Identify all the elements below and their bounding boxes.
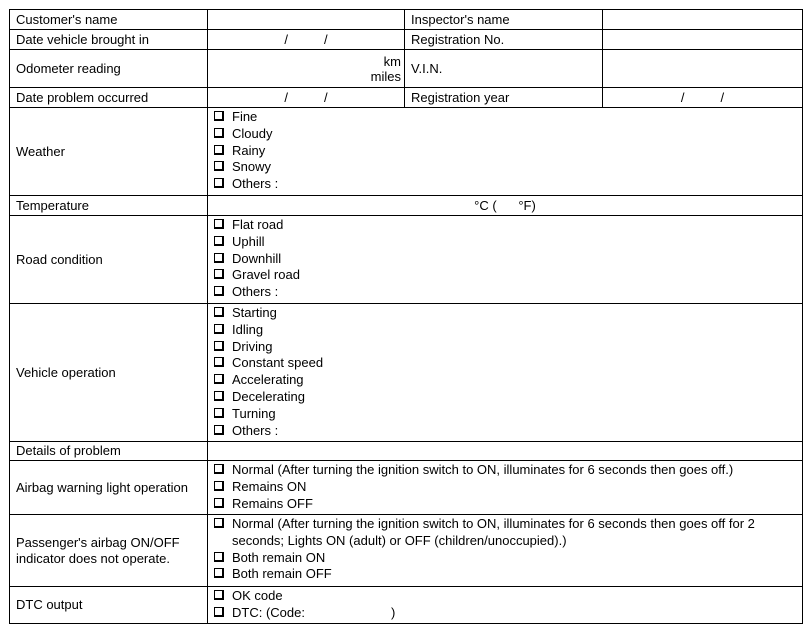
checkbox-icon[interactable] <box>214 374 224 384</box>
airbag-option[interactable] <box>214 496 798 513</box>
passenger-label-line1: Passenger's airbag ON/OFF <box>16 534 180 550</box>
row-date-problem <box>10 88 803 108</box>
airbag-option[interactable] <box>214 462 798 479</box>
date-problem-field[interactable]: / / <box>208 88 405 108</box>
dtc-label: DTC output <box>10 587 208 624</box>
checkbox-icon[interactable] <box>214 607 224 617</box>
checkbox-icon[interactable] <box>214 178 224 188</box>
details-field[interactable] <box>208 442 803 461</box>
road-option[interactable] <box>214 234 798 251</box>
road-option[interactable] <box>214 251 798 268</box>
odometer-unit-km: km <box>383 53 401 69</box>
checkbox-icon[interactable] <box>214 464 224 474</box>
checkbox-icon[interactable] <box>214 128 224 138</box>
customer-name-field[interactable] <box>208 10 405 30</box>
airbag-option-label: Remains ON <box>232 478 307 494</box>
weather-option-label: Cloudy <box>232 125 273 141</box>
checkbox-icon[interactable] <box>214 145 224 155</box>
checkbox-icon[interactable] <box>214 552 224 562</box>
operation-option-label: Constant speed <box>232 355 324 371</box>
details-label: Details of problem <box>10 442 208 461</box>
dtc-option-code[interactable] <box>214 605 798 622</box>
operation-option-label: Turning <box>232 405 276 421</box>
date-problem-label: Date problem occurred <box>10 88 208 108</box>
weather-option[interactable] <box>214 143 798 160</box>
road-option-label: Uphill <box>232 233 265 249</box>
operation-option-label: Driving <box>232 338 273 354</box>
checkbox-icon[interactable] <box>214 425 224 435</box>
dtc-options <box>208 587 803 624</box>
operation-option-label: Others : <box>232 422 279 438</box>
checkbox-icon[interactable] <box>214 408 224 418</box>
operation-option-label: Starting <box>232 305 277 320</box>
checkbox-icon[interactable] <box>214 111 224 121</box>
operation-option-label: Idling <box>232 321 264 337</box>
road-option[interactable] <box>214 284 798 301</box>
dtc-option-code-wrapper <box>232 605 798 622</box>
road-condition-label: Road condition <box>10 216 208 304</box>
operation-option-label: Decelerating <box>232 388 305 404</box>
checkbox-icon[interactable] <box>214 498 224 508</box>
checkbox-icon[interactable] <box>214 253 224 263</box>
temperature-label: Temperature <box>10 196 208 216</box>
row-names <box>10 10 803 30</box>
airbag-label: Airbag warning light operation <box>10 461 208 515</box>
row-passenger-indicator <box>10 515 803 587</box>
weather-option[interactable] <box>214 126 798 143</box>
checkbox-icon[interactable] <box>214 269 224 279</box>
vin-field[interactable] <box>603 50 803 88</box>
airbag-option-label: Remains OFF <box>232 495 313 511</box>
odometer-unit-miles: miles <box>370 68 401 84</box>
registration-year-label: Registration year <box>405 88 603 108</box>
passenger-option-label: Both remain ON <box>232 549 326 565</box>
row-weather <box>10 108 803 196</box>
operation-option[interactable] <box>214 423 798 440</box>
passenger-option-label: Both remain OFF <box>232 566 332 582</box>
passenger-options <box>208 515 803 587</box>
weather-options <box>208 108 803 196</box>
checkbox-icon[interactable] <box>214 568 224 578</box>
date-brought-label: Date vehicle brought in <box>10 30 208 50</box>
road-option-label: Others : <box>232 284 279 300</box>
checkbox-icon[interactable] <box>214 357 224 367</box>
weather-option[interactable] <box>214 109 798 126</box>
weather-option[interactable] <box>214 159 798 176</box>
checkbox-icon[interactable] <box>214 219 224 229</box>
checkbox-icon[interactable] <box>214 341 224 351</box>
passenger-option[interactable] <box>214 516 798 550</box>
road-option-label: Downhill <box>232 250 282 266</box>
airbag-options <box>208 461 803 515</box>
checkbox-icon[interactable] <box>214 236 224 246</box>
checkbox-icon[interactable] <box>214 286 224 296</box>
customer-name-label: Customer's name <box>10 10 208 30</box>
dtc-option-ok[interactable] <box>214 588 798 605</box>
row-details <box>10 442 803 461</box>
operation-option[interactable] <box>214 406 798 423</box>
road-option-label: Flat road <box>232 217 284 232</box>
airbag-option[interactable] <box>214 479 798 496</box>
checkbox-icon[interactable] <box>214 481 224 491</box>
weather-option[interactable] <box>214 176 798 193</box>
road-options <box>208 216 803 304</box>
road-option-label: Gravel road <box>232 267 300 283</box>
passenger-label-line2: indicator does not operate. <box>16 550 170 566</box>
checkbox-icon[interactable] <box>214 161 224 171</box>
passenger-option[interactable] <box>214 550 798 567</box>
registration-no-label: Registration No. <box>405 30 603 50</box>
date-brought-field[interactable]: / / <box>208 30 405 50</box>
airbag-option-label: Normal (After turning the ignition switch to ON, illuminates for 6 seconds then goes off.) <box>232 462 734 477</box>
checkbox-icon[interactable] <box>214 518 224 528</box>
odometer-field[interactable] <box>208 50 405 88</box>
row-temperature <box>10 196 803 216</box>
passenger-label <box>10 515 208 587</box>
operation-option[interactable] <box>214 305 798 322</box>
dtc-option-code-end: ) <box>390 604 396 620</box>
weather-label: Weather <box>10 108 208 196</box>
inspector-name-field[interactable] <box>603 10 803 30</box>
checkbox-icon[interactable] <box>214 307 224 317</box>
registration-no-field[interactable] <box>603 30 803 50</box>
dtc-option-ok-label: OK code <box>232 588 283 603</box>
vehicle-operation-label: Vehicle operation <box>10 304 208 442</box>
checkbox-icon[interactable] <box>214 590 224 600</box>
checkbox-icon[interactable] <box>214 391 224 401</box>
operation-options <box>208 304 803 442</box>
weather-option-label: Snowy <box>232 159 272 175</box>
registration-year-field[interactable]: / / <box>603 88 803 108</box>
operation-option[interactable] <box>214 355 798 372</box>
inspection-form <box>9 9 803 624</box>
weather-option-label: Fine <box>232 109 258 124</box>
dtc-option-code-label: DTC: (Code: <box>232 604 305 620</box>
operation-option[interactable] <box>214 322 798 339</box>
vin-label: V.I.N. <box>405 50 603 88</box>
row-vehicle-operation <box>10 304 803 442</box>
weather-option-label: Rainy <box>232 142 266 158</box>
odometer-label: Odometer reading <box>10 50 208 88</box>
operation-option[interactable] <box>214 372 798 389</box>
row-dtc-output <box>10 587 803 624</box>
weather-option-label: Others : <box>232 176 279 192</box>
operation-option-label: Accelerating <box>232 372 304 388</box>
temperature-field[interactable]: °C ( °F) <box>208 196 803 216</box>
operation-option[interactable] <box>214 339 798 356</box>
row-date-brought <box>10 30 803 50</box>
passenger-option[interactable] <box>214 566 798 583</box>
row-road-condition <box>10 216 803 304</box>
road-option[interactable] <box>214 217 798 234</box>
row-odometer <box>10 50 803 88</box>
road-option[interactable] <box>214 267 798 284</box>
checkbox-icon[interactable] <box>214 324 224 334</box>
inspector-name-label: Inspector's name <box>405 10 603 30</box>
operation-option[interactable] <box>214 389 798 406</box>
passenger-option-label: Normal (After turning the ignition switch to ON, illuminates for 6 seconds then goes off for 2 seconds; Lights ON (adult) or OFF (children/unoccupied).) <box>232 516 755 548</box>
row-airbag <box>10 461 803 515</box>
